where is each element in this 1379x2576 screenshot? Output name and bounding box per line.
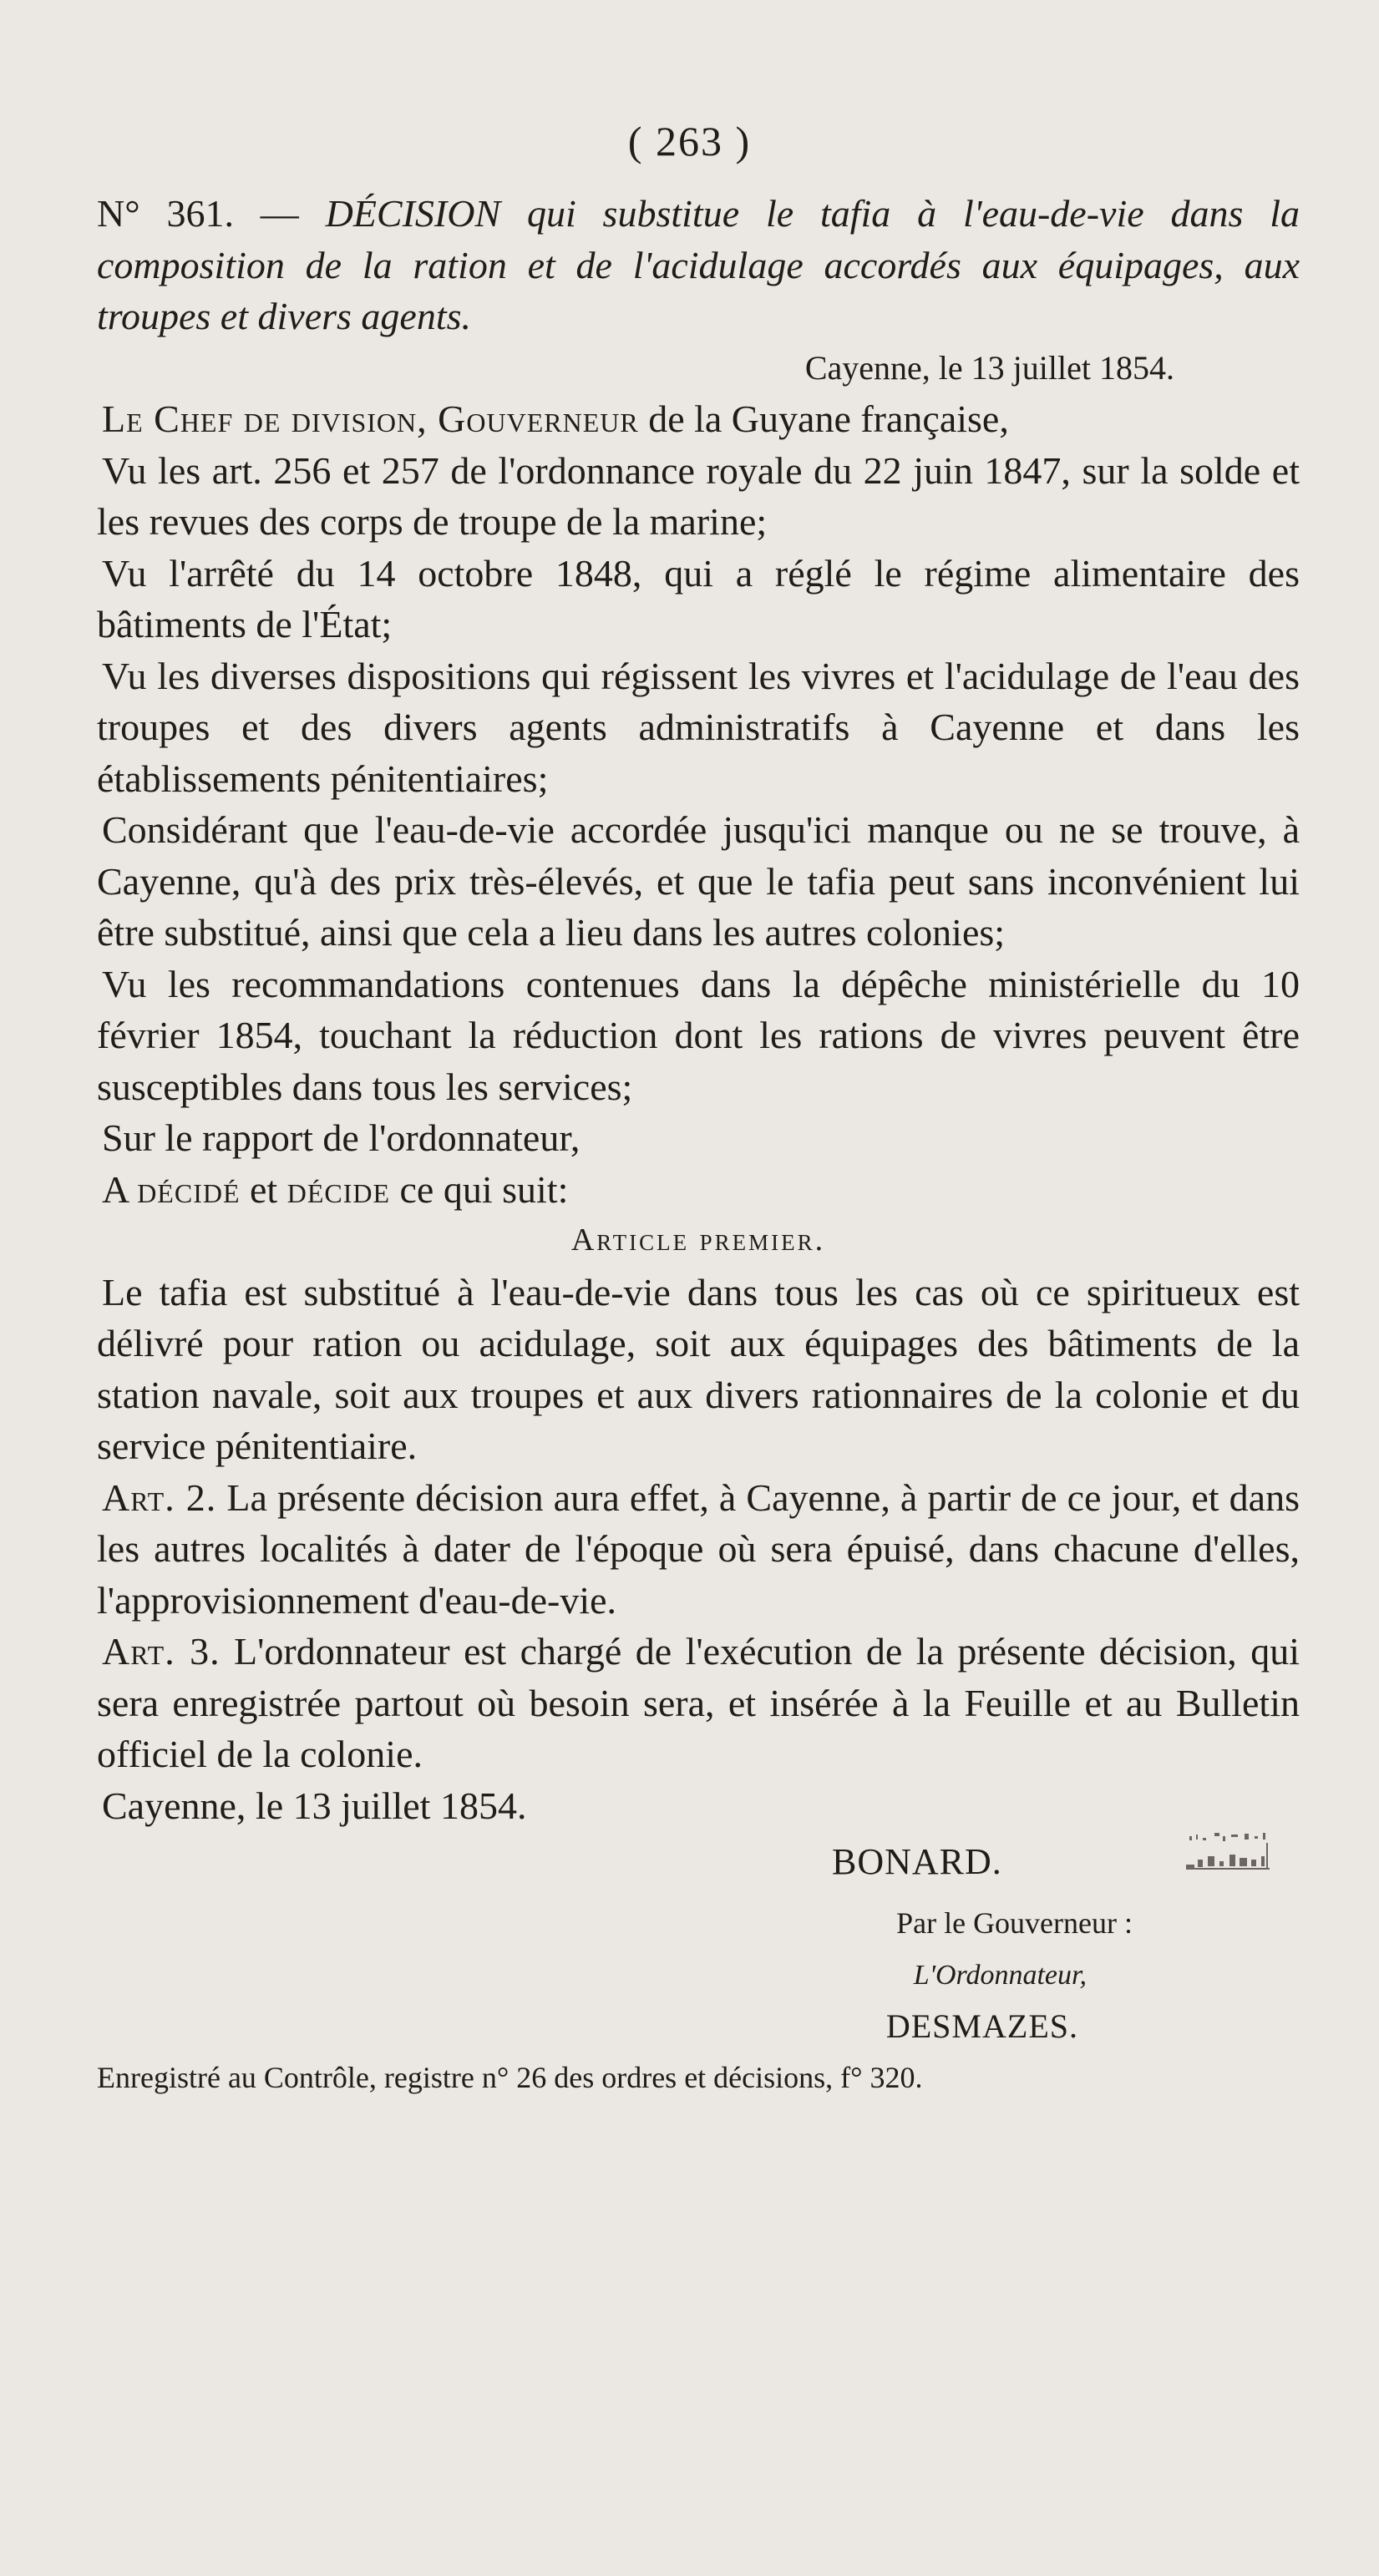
considerant-5: Vu les recommandations contenues dans la dépêche ministérielle du 10 février 1854, touchant la réduction dont les rations de vivres peuvent être susceptibles dans tous les services; (97, 962, 1300, 1108)
dateline: Cayenne, le 13 juillet 1854. (804, 348, 1174, 387)
par-le-gouverneur: Par le Gouverneur : (896, 1906, 1133, 1940)
decision-a: A (102, 1167, 128, 1211)
closing-date: Cayenne, le 13 juillet 1854. (102, 1784, 527, 1827)
opening-line (97, 393, 1300, 445)
article-heading: Article premier. (570, 1222, 826, 1258)
considerant-1: Vu les art. 256 et 257 de l'ordonnance royale du 22 juin 1847, sur la solde et les revues des corps de troupe de la marine; (97, 448, 1300, 543)
article-2 (97, 1472, 1300, 1627)
decision-title: DÉCISION qui substitue le tafia à l'eau-de-vie dans la composition de la ration et de l'acidulage accordés aux équipages, aux troupes et divers agents. (97, 192, 1300, 337)
article-2-text: La présente décision aura effet, à Cayenne, à partir de ce jour, et dans les autres localités à dater de l'époque où sera épuisé, dans chacune d'elles, l'approvisionnement d'eau-de-vie. (97, 1475, 1300, 1622)
article-1: Le tafia est substitué à l'eau-de-vie dans tous les cas où ce spiritueux est délivré pour ration ou acidulage, soit aux équipages des bâtiments de la station navale, soit aux troupes et aux divers rationnaires de la colonie et du service pénitentiaire. (97, 1270, 1300, 1467)
decision-rest: ce qui suit: (390, 1167, 569, 1211)
considerant-2: Vu l'arrêté du 14 octobre 1848, qui a réglé le régime alimentaire des bâtiments de l'État; (97, 551, 1300, 645)
article-3 (97, 1626, 1300, 1780)
author-title: Le Chef de division, Gouverneur (102, 397, 639, 440)
countersign-name: DESMAZES. (885, 2007, 1078, 2045)
document-title (97, 188, 1300, 342)
author-rest: de la Guyane française, (638, 397, 1009, 440)
article-3-text: L'ordonnateur est chargé de l'exécution de la présente décision, qui sera enregistrée partout où besoin sera, et insérée à la Feuille et au Bulletin officiel de la colonie. (97, 1630, 1300, 1775)
article-2-label: Art. 2. (102, 1475, 217, 1519)
registration-note: Enregistré au Contrôle, registre n° 26 des ordres et décisions, f° 320. (97, 2060, 923, 2094)
page-number: ( 263 ) (627, 118, 752, 164)
decision-formula (97, 1164, 1300, 1216)
article-3-label: Art. 3. (102, 1630, 221, 1673)
decision-number: N° 361. — (97, 192, 299, 235)
ordonnateur-role: L'Ordonnateur, (913, 1959, 1087, 1991)
considerant-4: Considérant que l'eau-de-vie accordée jusqu'ici manque ou ne se trouve, à Cayenne, qu'à des prix très-élevés, et que le tafia peut sans inconvénient lui être substitué, ainsi que cela a lieu dans les autres colonies; (97, 808, 1300, 954)
document-body (97, 188, 1300, 2103)
considerant-3: Vu les diverses dispositions qui régissent les vivres et l'acidulage de l'eau des troupes et des divers agents administratifs à Cayenne et dans les établissements pénitentiaires; (97, 654, 1300, 800)
signature-row (97, 1831, 1300, 1898)
signature-name: BONARD. (832, 1841, 1002, 1882)
decision-et: et (240, 1167, 287, 1211)
decision-decide1: décidé (137, 1167, 241, 1211)
decision-decide2: décide (286, 1167, 391, 1211)
stamp-mark-icon (1183, 1831, 1276, 1883)
considerant-6: Sur le rapport de l'ordonnateur, (102, 1116, 580, 1159)
